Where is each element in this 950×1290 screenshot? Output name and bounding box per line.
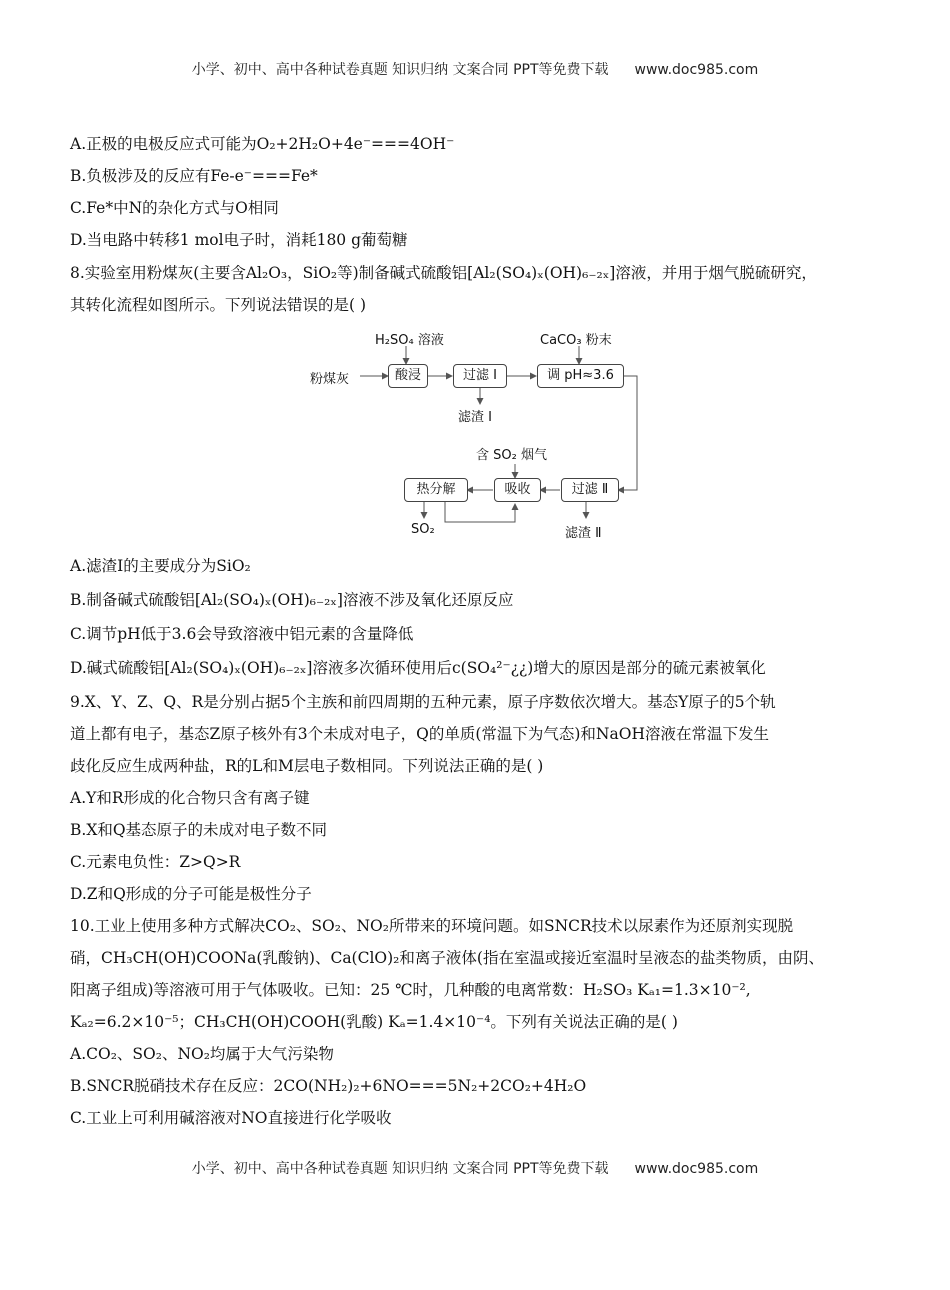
q9-stem-line1: 9.X、Y、Z、Q、R是分别占据5个主族和前四周期的五种元素，原子序数依次增大。基态Y原子的5个轨 bbox=[70, 693, 776, 711]
q9-option-a: A.Y和R形成的化合物只含有离子键 bbox=[70, 789, 310, 807]
q9-stem-line2: 道上都有电子，基态Z原子核外有3个未成对电子，Q的单质(常温下为气态)和NaOH溶液在常温下发生 bbox=[70, 725, 769, 743]
reagent-h2so4: H₂SO₄ 溶液 bbox=[375, 333, 444, 348]
process-flow-diagram bbox=[300, 328, 650, 548]
page-footer bbox=[0, 1158, 950, 1178]
footer-url[interactable]: www.doc985.com bbox=[634, 1161, 759, 1177]
so2-flue-gas: 含 SO₂ 烟气 bbox=[476, 448, 547, 463]
start-material: 粉煤灰 bbox=[310, 372, 350, 387]
residue-1: 滤渣 Ⅰ bbox=[458, 410, 492, 425]
footer-text: 小学、初中、高中各种试卷真题 知识归纳 文案合同 PPT等免费下载 bbox=[191, 1161, 609, 1177]
header-text: 小学、初中、高中各种试卷真题 知识归纳 文案合同 PPT等免费下载 bbox=[191, 62, 609, 78]
q9-option-c: C.元素电负性：Z>Q>R bbox=[70, 853, 241, 871]
q10-option-b: B.SNCR脱硝技术存在反应：2CO(NH₂)₂+6NO===5N₂+2CO₂+4H₂O bbox=[70, 1077, 587, 1095]
q8-stem-line1: 8.实验室用粉煤灰(主要含Al₂O₃，SiO₂等)制备碱式硫酸铝[Al₂(SO₄)ₓ(OH)₆₋₂ₓ]溶液，并用于烟气脱硫研究， bbox=[70, 264, 817, 282]
flow-arrows bbox=[300, 328, 650, 548]
step-adjust-ph: 调 pH≈3.6 bbox=[537, 364, 624, 388]
q10-option-a: A.CO₂、SO₂、NO₂均属于大气污染物 bbox=[70, 1045, 334, 1063]
q7-option-b: B.负极涉及的反应有Fe-e⁻===Fe* bbox=[70, 167, 318, 185]
reagent-caco3: CaCO₃ 粉末 bbox=[540, 333, 612, 348]
page-header bbox=[0, 59, 950, 79]
q7-option-d: D.当电路中转移1 mol电子时，消耗180 g葡萄糖 bbox=[70, 231, 408, 249]
header-url[interactable]: www.doc985.com bbox=[634, 62, 759, 78]
step-acid-leach: 酸浸 bbox=[388, 364, 428, 388]
q10-stem-line2: 硝，CH₃CH(OH)COONa(乳酸钠)、Ca(ClO)₂和离子液体(指在室温或接近室温时呈液态的盐类物质，由阴、 bbox=[70, 949, 824, 967]
q9-stem-line3: 歧化反应生成两种盐，R的L和M层电子数相同。下列说法正确的是( ) bbox=[70, 757, 544, 775]
step-filter-2: 过滤 Ⅱ bbox=[561, 478, 619, 502]
q8-option-d: D.碱式硫酸铝[Al₂(SO₄)ₓ(OH)₆₋₂ₓ]溶液多次循环使用后c(SO₄²⁻¿¿)增大的原因是部分的硫元素被氧化 bbox=[70, 659, 766, 677]
q8-option-a: A.滤渣Ⅰ的主要成分为SiO₂ bbox=[70, 557, 251, 575]
step-thermal-decomposition: 热分解 bbox=[404, 478, 468, 502]
step-filter-1: 过滤 Ⅰ bbox=[453, 364, 507, 388]
q10-stem-line3: 阳离子组成)等溶液可用于气体吸收。已知：25 ℃时，几种酸的电离常数：H₂SO₃ Kₐ₁=1.3×10⁻², bbox=[70, 981, 751, 999]
step-absorption: 吸收 bbox=[494, 478, 541, 502]
q10-stem-line1: 10.工业上使用多种方式解决CO₂、SO₂、NO₂所带来的环境问题。如SNCR技术以尿素作为还原剂实现脱 bbox=[70, 917, 794, 935]
q8-option-b: B.制备碱式硫酸铝[Al₂(SO₄)ₓ(OH)₆₋₂ₓ]溶液不涉及氧化还原反应 bbox=[70, 591, 514, 609]
q7-option-c: C.Fe*中N的杂化方式与O相同 bbox=[70, 199, 279, 217]
q8-option-c: C.调节pH低于3.6会导致溶液中铝元素的含量降低 bbox=[70, 625, 414, 643]
q8-stem-line2: 其转化流程如图所示。下列说法错误的是( ) bbox=[70, 296, 367, 314]
product-so2: SO₂ bbox=[411, 522, 435, 537]
q10-option-c: C.工业上可利用碱溶液对NO直接进行化学吸收 bbox=[70, 1109, 392, 1127]
q9-option-b: B.X和Q基态原子的未成对电子数不同 bbox=[70, 821, 328, 839]
residue-2: 滤渣 Ⅱ bbox=[565, 526, 602, 541]
q9-option-d: D.Z和Q形成的分子可能是极性分子 bbox=[70, 885, 312, 903]
q7-option-a: A.正极的电极反应式可能为O₂+2H₂O+4e⁻===4OH⁻ bbox=[70, 135, 455, 153]
q10-stem-line4: Kₐ₂=6.2×10⁻⁵；CH₃CH(OH)COOH(乳酸) Kₐ=1.4×10⁻⁴。下列有关说法正确的是( ) bbox=[70, 1013, 678, 1031]
